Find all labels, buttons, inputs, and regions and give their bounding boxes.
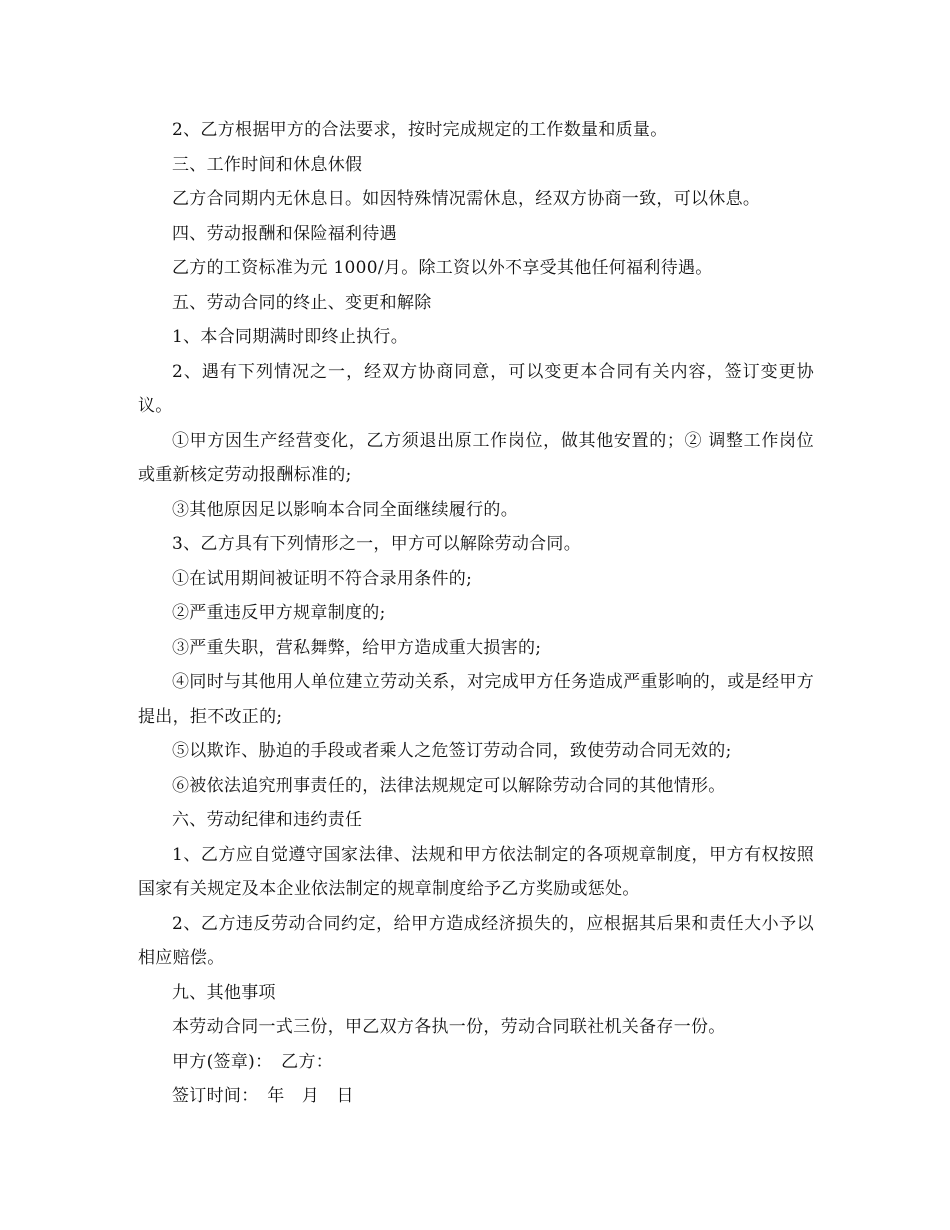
section-heading-termination: 五、劳动合同的终止、变更和解除 bbox=[172, 292, 432, 313]
clause-1-expiry: 1、本合同期满时即终止执行。 bbox=[172, 327, 409, 347]
dismissal-item-3: ③严重失职，营私舞弊，给甲方造成重大损害的; bbox=[172, 637, 542, 658]
section-heading-discipline: 六、劳动纪律和违约责任 bbox=[172, 810, 363, 830]
clause-2-duty: 2、乙方根据甲方的合法要求，按时完成规定的工作数量和质量。 bbox=[172, 120, 668, 140]
amendment-item-1-2: ①甲方因生产经营变化，乙方须退出原工作岗位，做其他安置的；② 调整工作岗位或重新核定劳动报酬标准的; bbox=[138, 430, 814, 485]
section-heading-pay-benefits: 四、劳动报酬和保险福利待遇 bbox=[172, 223, 397, 244]
dismissal-item-1: ①在试用期间被证明不符合录用条件的; bbox=[172, 568, 473, 589]
paragraph-rest-days: 乙方合同期内无休息日。如因特殊情况需休息，经双方协商一致，可以休息。 bbox=[172, 189, 761, 209]
contract-body bbox=[138, 113, 814, 1114]
dismissal-item-6: ⑥被依法追究刑事责任的，法律法规规定可以解除劳动合同的其他情形。 bbox=[172, 775, 726, 796]
section-heading-other-matters: 九、其他事项 bbox=[172, 982, 276, 1003]
dismissal-item-4: ④同时与其他用人单位建立劳动关系，对完成甲方任务造成严重影响的，或是经甲方提出，拒不改正的; bbox=[138, 672, 814, 727]
clause-1-compliance: 1、乙方应自觉遵守国家法律、法规和甲方依法制定的各项规章制度，甲方有权按照国家有关规定及本企业依法制定的规章制度给予乙方奖励或惩处。 bbox=[138, 844, 814, 899]
clause-2-amendment: 2、遇有下列情况之一，经双方协商同意，可以变更本合同有关内容，签订变更协议。 bbox=[138, 361, 814, 416]
amendment-item-3: ③其他原因足以影响本合同全面继续履行的。 bbox=[172, 499, 518, 520]
signing-date-line: 签订时间： 年 月 日 bbox=[172, 1086, 354, 1106]
dismissal-item-2: ②严重违反甲方规章制度的; bbox=[172, 603, 386, 623]
paragraph-salary: 乙方的工资标准为元 1000/月。除工资以外不享受其他任何福利待遇。 bbox=[172, 258, 713, 278]
paragraph-copies: 本劳动合同一式三份，甲乙双方各执一份，劳动合同联社机关备存一份。 bbox=[172, 1017, 726, 1037]
signature-line: 甲方(签章)： 乙方： bbox=[172, 1051, 334, 1072]
clause-3-dismissal: 3、乙方具有下列情形之一，甲方可以解除劳动合同。 bbox=[172, 534, 582, 554]
dismissal-item-5: ⑤以欺诈、胁迫的手段或者乘人之危签订劳动合同，致使劳动合同无效的; bbox=[172, 741, 732, 761]
clause-2-compensation: 2、乙方违反劳动合同约定，给甲方造成经济损失的，应根据其后果和责任大小予以相应赔偿。 bbox=[138, 913, 814, 968]
section-heading-work-hours: 三、工作时间和休息休假 bbox=[172, 154, 363, 175]
